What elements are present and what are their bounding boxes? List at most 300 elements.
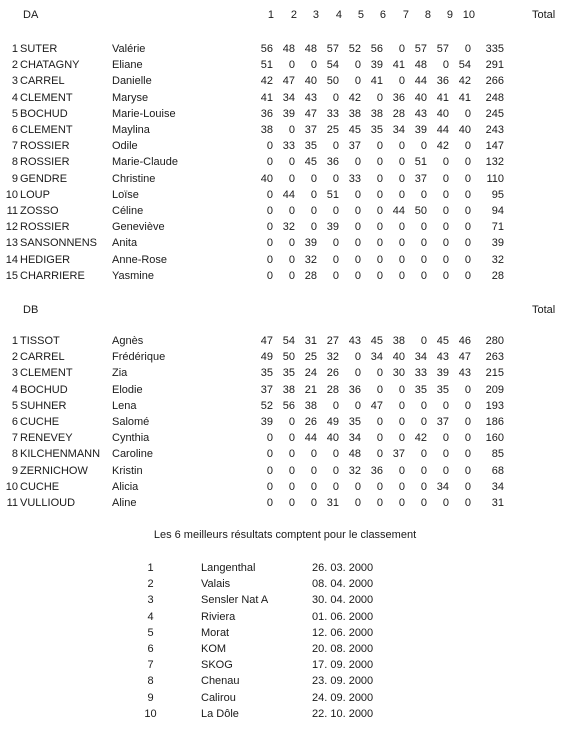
table-row bbox=[0, 430, 504, 446]
score-cell: 0 bbox=[266, 432, 273, 445]
score-cell: 52 bbox=[260, 399, 273, 412]
score-cell: 0 bbox=[288, 156, 295, 169]
total-cell: 209 bbox=[485, 383, 504, 396]
first-name-cell: Céline bbox=[112, 205, 144, 218]
event-name: Langenthal bbox=[201, 562, 256, 574]
score-cell: 0 bbox=[354, 269, 361, 282]
event-name: Riviera bbox=[201, 610, 236, 623]
score-cell: 0 bbox=[332, 172, 339, 185]
last-name-cell: BOCHUD bbox=[20, 383, 68, 396]
table-row bbox=[0, 203, 504, 219]
score-cell: 0 bbox=[464, 43, 471, 55]
first-name-cell: Odile bbox=[112, 140, 138, 153]
score-cell: 34 bbox=[348, 432, 361, 445]
score-cell: 0 bbox=[464, 432, 471, 445]
score-cell: 32 bbox=[348, 464, 361, 477]
score-cell: 40 bbox=[458, 124, 471, 137]
score-cell: 41 bbox=[436, 91, 449, 104]
score-cell: 0 bbox=[398, 253, 405, 266]
score-cell: 0 bbox=[398, 75, 405, 88]
score-cell: 50 bbox=[414, 205, 427, 218]
score-cell: 0 bbox=[354, 237, 361, 250]
event-name: Sensler Nat A bbox=[201, 594, 269, 607]
score-cell: 0 bbox=[376, 432, 383, 445]
score-cell: 0 bbox=[354, 221, 361, 234]
first-name-cell: Valérie bbox=[112, 43, 146, 55]
score-cell: 0 bbox=[288, 432, 295, 445]
score-cell: 0 bbox=[376, 253, 383, 266]
score-cell: 0 bbox=[288, 448, 295, 461]
last-name-cell: ZERNICHOW bbox=[20, 464, 88, 477]
score-cell: 0 bbox=[332, 253, 339, 266]
score-cell: 0 bbox=[464, 221, 471, 234]
score-cell: 56 bbox=[370, 43, 383, 55]
score-cell: 35 bbox=[304, 140, 317, 153]
score-cell: 42 bbox=[414, 432, 427, 445]
event-name: Calirou bbox=[201, 691, 236, 704]
score-cell: 45 bbox=[304, 156, 317, 169]
last-name-cell: SUHNER bbox=[20, 399, 67, 412]
score-cell: 0 bbox=[442, 497, 449, 510]
event-number: 10 bbox=[144, 707, 157, 720]
score-cell: 54 bbox=[326, 59, 339, 72]
score-cell: 27 bbox=[326, 335, 339, 347]
rank-cell: 9 bbox=[11, 172, 18, 185]
score-cell: 0 bbox=[266, 188, 273, 201]
score-cell: 35 bbox=[370, 124, 383, 137]
score-cell: 33 bbox=[414, 367, 427, 380]
total-header-db: Total bbox=[532, 304, 556, 316]
first-name-cell: Marie-Louise bbox=[112, 107, 176, 120]
total-cell: 34 bbox=[491, 480, 504, 493]
score-cell: 0 bbox=[288, 480, 295, 493]
last-name-cell: GENDRE bbox=[20, 172, 68, 185]
table-row bbox=[0, 365, 504, 381]
score-cell: 0 bbox=[332, 140, 339, 153]
score-cell: 37 bbox=[304, 124, 317, 137]
score-cell: 0 bbox=[398, 432, 405, 445]
score-cell: 40 bbox=[436, 107, 449, 120]
score-cell: 44 bbox=[392, 205, 405, 218]
score-cell: 0 bbox=[398, 172, 405, 185]
score-cell: 0 bbox=[354, 253, 361, 266]
score-cell: 0 bbox=[420, 237, 427, 250]
score-cell: 0 bbox=[398, 497, 405, 510]
rank-cell: 7 bbox=[11, 432, 18, 445]
rank-cell: 14 bbox=[5, 253, 18, 266]
score-cell: 35 bbox=[260, 367, 273, 380]
total-cell: 39 bbox=[491, 237, 504, 250]
first-name-cell: Marie-Claude bbox=[112, 156, 179, 169]
event-date: 22. 10. 2000 bbox=[312, 707, 374, 720]
score-cell: 41 bbox=[458, 91, 471, 104]
score-header-6: 6 bbox=[379, 9, 386, 21]
score-cell: 48 bbox=[304, 43, 317, 55]
table-row bbox=[0, 495, 504, 511]
table-row bbox=[0, 446, 504, 462]
score-cell: 0 bbox=[464, 237, 471, 250]
rank-cell: 9 bbox=[11, 464, 18, 477]
score-cell: 43 bbox=[348, 335, 361, 347]
table-row bbox=[0, 479, 504, 495]
event-date: 20. 08. 2000 bbox=[312, 643, 374, 656]
score-cell: 48 bbox=[414, 59, 427, 72]
score-cell: 0 bbox=[442, 59, 449, 72]
score-cell: 42 bbox=[458, 75, 471, 88]
total-cell: 85 bbox=[491, 448, 504, 461]
event-row bbox=[140, 690, 412, 706]
event-name: Chenau bbox=[201, 675, 240, 688]
score-cell: 43 bbox=[458, 367, 471, 380]
score-cell: 45 bbox=[348, 124, 361, 137]
score-cell: 0 bbox=[376, 448, 383, 461]
score-cell: 33 bbox=[282, 140, 295, 153]
table-row bbox=[0, 398, 504, 414]
last-name-cell: ROSSIER bbox=[20, 140, 70, 153]
score-cell: 39 bbox=[260, 416, 273, 429]
score-cell: 0 bbox=[420, 188, 427, 201]
rank-cell: 5 bbox=[11, 107, 18, 120]
score-cell: 42 bbox=[348, 91, 361, 104]
score-cell: 0 bbox=[464, 383, 471, 396]
total-cell: 291 bbox=[485, 59, 504, 72]
score-cell: 0 bbox=[464, 188, 471, 201]
event-row bbox=[140, 706, 412, 722]
score-header-1: 1 bbox=[267, 9, 274, 21]
score-cell: 39 bbox=[436, 367, 449, 380]
score-cell: 0 bbox=[354, 497, 361, 510]
last-name-cell: CLEMENT bbox=[20, 124, 73, 137]
rank-cell: 12 bbox=[5, 221, 18, 234]
score-cell: 0 bbox=[398, 221, 405, 234]
score-cell: 0 bbox=[376, 383, 383, 396]
score-cell: 0 bbox=[420, 140, 427, 153]
score-cell: 0 bbox=[310, 205, 317, 218]
last-name-cell: CHARRIERE bbox=[20, 269, 85, 282]
score-cell: 0 bbox=[288, 205, 295, 218]
score-cell: 47 bbox=[304, 107, 317, 120]
first-name-cell: Yasmine bbox=[112, 269, 154, 282]
event-date: 23. 09. 2000 bbox=[312, 675, 374, 688]
score-cell: 0 bbox=[376, 416, 383, 429]
score-cell: 40 bbox=[414, 91, 427, 104]
score-cell: 51 bbox=[414, 156, 427, 169]
score-cell: 0 bbox=[464, 416, 471, 429]
event-date: 24. 09. 2000 bbox=[312, 691, 374, 704]
score-cell: 44 bbox=[282, 188, 295, 201]
score-cell: 34 bbox=[392, 124, 405, 137]
score-cell: 0 bbox=[464, 253, 471, 266]
last-name-cell: ROSSIER bbox=[20, 156, 70, 169]
table-row bbox=[0, 90, 504, 106]
score-cell: 0 bbox=[266, 269, 273, 282]
table-row bbox=[0, 154, 504, 170]
score-cell: 0 bbox=[376, 480, 383, 493]
score-cell: 0 bbox=[420, 221, 427, 234]
last-name-cell: KILCHENMANN bbox=[20, 448, 101, 461]
score-cell: 43 bbox=[436, 351, 449, 364]
table-row bbox=[0, 252, 504, 268]
first-name-cell: Aline bbox=[112, 497, 137, 510]
score-cell: 57 bbox=[436, 43, 449, 55]
score-cell: 43 bbox=[414, 107, 427, 120]
score-cell: 0 bbox=[398, 269, 405, 282]
score-cell: 51 bbox=[326, 188, 339, 201]
first-name-cell: Frédérique bbox=[112, 351, 166, 364]
score-cell: 0 bbox=[398, 188, 405, 201]
score-cell: 57 bbox=[414, 43, 427, 55]
first-name-cell: Lena bbox=[112, 399, 137, 412]
score-cell: 21 bbox=[304, 383, 317, 396]
event-row bbox=[140, 560, 412, 576]
score-cell: 0 bbox=[376, 172, 383, 185]
score-cell: 32 bbox=[326, 351, 339, 364]
last-name-cell: VULLIOUD bbox=[20, 497, 76, 510]
event-date: 08. 04. 2000 bbox=[312, 578, 374, 591]
score-cell: 0 bbox=[266, 156, 273, 169]
score-cell: 0 bbox=[310, 59, 317, 72]
rank-cell: 4 bbox=[11, 91, 18, 104]
rank-cell: 2 bbox=[11, 59, 18, 72]
last-name-cell: CLEMENT bbox=[20, 367, 73, 380]
score-cell: 39 bbox=[414, 124, 427, 137]
event-name: La Dôle bbox=[201, 707, 239, 720]
score-cell: 54 bbox=[458, 59, 471, 72]
score-cell: 37 bbox=[436, 416, 449, 429]
total-cell: 193 bbox=[485, 399, 504, 412]
score-cell: 32 bbox=[282, 221, 295, 234]
score-cell: 0 bbox=[442, 269, 449, 282]
score-cell: 48 bbox=[282, 43, 295, 55]
score-cell: 0 bbox=[464, 448, 471, 461]
event-number: 5 bbox=[147, 626, 154, 639]
last-name-cell: HEDIGER bbox=[20, 253, 71, 266]
rank-cell: 11 bbox=[6, 497, 18, 510]
score-cell: 0 bbox=[376, 497, 383, 510]
score-cell: 39 bbox=[370, 59, 383, 72]
score-cell: 0 bbox=[332, 237, 339, 250]
last-name-cell: CARREL bbox=[20, 351, 65, 364]
score-cell: 0 bbox=[266, 221, 273, 234]
score-cell: 45 bbox=[370, 335, 383, 347]
score-cell: 36 bbox=[326, 156, 339, 169]
first-name-cell: Kristin bbox=[112, 464, 143, 477]
rank-cell: 6 bbox=[11, 124, 18, 137]
score-cell: 0 bbox=[288, 124, 295, 137]
first-name-cell: Zia bbox=[112, 367, 128, 380]
event-row bbox=[140, 657, 412, 673]
score-cell: 0 bbox=[288, 464, 295, 477]
score-cell: 0 bbox=[332, 205, 339, 218]
score-header-7: 7 bbox=[402, 9, 409, 21]
rank-cell: 7 bbox=[11, 140, 18, 153]
event-number: 6 bbox=[147, 643, 154, 656]
first-name-cell: Danielle bbox=[112, 75, 152, 88]
score-cell: 0 bbox=[464, 172, 471, 185]
event-number: 8 bbox=[147, 675, 154, 688]
table-row bbox=[0, 171, 504, 187]
score-cell: 49 bbox=[260, 351, 273, 364]
table-row bbox=[0, 414, 504, 430]
first-name-cell: Salomé bbox=[112, 416, 150, 429]
table-row bbox=[0, 122, 504, 138]
score-cell: 0 bbox=[442, 221, 449, 234]
last-name-cell: CUCHE bbox=[20, 480, 60, 493]
first-name-cell: Agnès bbox=[112, 335, 144, 347]
score-cell: 31 bbox=[326, 497, 339, 510]
first-name-cell: Alicia bbox=[112, 480, 139, 493]
score-cell: 0 bbox=[442, 172, 449, 185]
score-cell: 0 bbox=[332, 91, 339, 104]
rank-cell: 1 bbox=[11, 335, 18, 347]
score-cell: 0 bbox=[442, 156, 449, 169]
total-cell: 95 bbox=[491, 188, 504, 201]
score-cell: 44 bbox=[304, 432, 317, 445]
score-cell: 0 bbox=[376, 156, 383, 169]
last-name-cell: BOCHUD bbox=[20, 107, 68, 120]
score-cell: 0 bbox=[310, 448, 317, 461]
score-cell: 26 bbox=[326, 367, 339, 380]
event-date: 12. 06. 2000 bbox=[312, 626, 374, 639]
score-cell: 38 bbox=[260, 124, 273, 137]
score-cell: 0 bbox=[310, 497, 317, 510]
score-cell: 0 bbox=[288, 416, 295, 429]
score-cell: 0 bbox=[376, 205, 383, 218]
score-cell: 0 bbox=[354, 399, 361, 412]
table-row bbox=[0, 463, 504, 479]
score-cell: 0 bbox=[354, 156, 361, 169]
score-cell: 38 bbox=[348, 107, 361, 120]
first-name-cell: Caroline bbox=[112, 448, 153, 461]
first-name-cell: Geneviève bbox=[112, 221, 165, 234]
event-date: 17. 09. 2000 bbox=[312, 659, 374, 672]
score-cell: 51 bbox=[260, 59, 273, 72]
event-date: 30. 04. 2000 bbox=[312, 594, 374, 607]
score-cell: 43 bbox=[304, 91, 317, 104]
rank-cell: 2 bbox=[11, 351, 18, 364]
score-cell: 0 bbox=[442, 205, 449, 218]
first-name-cell: Eliane bbox=[112, 59, 143, 72]
event-name: SKOG bbox=[201, 659, 233, 672]
rank-cell: 11 bbox=[6, 205, 18, 218]
score-cell: 30 bbox=[392, 367, 405, 380]
score-cell: 36 bbox=[370, 464, 383, 477]
score-cell: 26 bbox=[304, 416, 317, 429]
score-cell: 0 bbox=[354, 75, 361, 88]
score-cell: 0 bbox=[354, 480, 361, 493]
event-number: 4 bbox=[147, 610, 154, 623]
score-cell: 36 bbox=[436, 75, 449, 88]
score-cell: 0 bbox=[354, 188, 361, 201]
score-cell: 0 bbox=[310, 480, 317, 493]
score-cell: 41 bbox=[370, 75, 383, 88]
rank-cell: 3 bbox=[11, 75, 18, 88]
score-cell: 34 bbox=[370, 351, 383, 364]
score-cell: 0 bbox=[332, 480, 339, 493]
score-cell: 0 bbox=[420, 416, 427, 429]
event-row bbox=[140, 625, 412, 641]
score-cell: 0 bbox=[442, 448, 449, 461]
first-name-cell: Anita bbox=[112, 237, 138, 250]
score-cell: 0 bbox=[464, 480, 471, 493]
table-row bbox=[0, 382, 504, 398]
score-cell: 28 bbox=[304, 269, 317, 282]
score-cell: 25 bbox=[326, 124, 339, 137]
score-cell: 49 bbox=[326, 416, 339, 429]
score-cell: 38 bbox=[370, 107, 383, 120]
score-cell: 46 bbox=[458, 335, 471, 347]
score-cell: 50 bbox=[326, 75, 339, 88]
first-name-cell: Elodie bbox=[112, 383, 143, 396]
ranking-note: Les 6 meilleurs résultats comptent pour le classement bbox=[153, 529, 417, 541]
score-cell: 34 bbox=[282, 91, 295, 104]
score-cell: 0 bbox=[398, 416, 405, 429]
total-cell: 248 bbox=[485, 91, 504, 104]
score-cell: 35 bbox=[414, 383, 427, 396]
last-name-cell: RENEVEY bbox=[20, 432, 73, 445]
score-cell: 34 bbox=[414, 351, 427, 364]
last-name-cell: CLEMENT bbox=[20, 91, 73, 104]
score-cell: 0 bbox=[442, 432, 449, 445]
rank-cell: 13 bbox=[5, 237, 18, 250]
rank-cell: 1 bbox=[11, 43, 18, 55]
score-cell: 37 bbox=[414, 172, 427, 185]
score-cell: 56 bbox=[260, 43, 273, 55]
score-cell: 0 bbox=[376, 140, 383, 153]
score-cell: 41 bbox=[260, 91, 273, 104]
score-cell: 0 bbox=[464, 399, 471, 412]
score-cell: 56 bbox=[282, 399, 295, 412]
total-cell: 147 bbox=[485, 140, 504, 153]
total-cell: 280 bbox=[485, 335, 504, 347]
total-cell: 215 bbox=[485, 367, 504, 380]
score-cell: 42 bbox=[260, 75, 273, 88]
rank-cell: 6 bbox=[11, 416, 18, 429]
table-row bbox=[0, 41, 504, 57]
score-cell: 38 bbox=[392, 335, 405, 347]
rank-cell: 10 bbox=[5, 480, 18, 493]
rank-cell: 5 bbox=[11, 399, 18, 412]
score-cell: 52 bbox=[348, 43, 361, 55]
last-name-cell: CUCHE bbox=[20, 416, 60, 429]
results-table-db bbox=[0, 333, 504, 511]
score-cell: 40 bbox=[260, 172, 273, 185]
first-name-cell: Christine bbox=[112, 172, 156, 185]
score-cell: 0 bbox=[376, 367, 383, 380]
score-cell: 0 bbox=[354, 351, 361, 364]
rank-cell: 3 bbox=[11, 367, 18, 380]
score-cell: 25 bbox=[304, 351, 317, 364]
event-row bbox=[140, 641, 412, 657]
last-name-cell: SANSONNENS bbox=[20, 237, 98, 250]
score-cell: 0 bbox=[288, 59, 295, 72]
rank-cell: 8 bbox=[11, 156, 18, 169]
score-cell: 0 bbox=[266, 237, 273, 250]
score-cell: 0 bbox=[354, 205, 361, 218]
table-row bbox=[0, 235, 504, 251]
total-cell: 28 bbox=[491, 269, 504, 282]
total-cell: 160 bbox=[485, 432, 504, 445]
score-cell: 47 bbox=[260, 335, 273, 347]
first-name-cell: Loïse bbox=[112, 188, 139, 201]
category-title-da: DA bbox=[23, 9, 39, 21]
score-cell: 0 bbox=[288, 237, 295, 250]
score-cell: 0 bbox=[332, 464, 339, 477]
score-cell: 0 bbox=[376, 269, 383, 282]
table-row bbox=[0, 187, 504, 203]
event-number: 7 bbox=[147, 659, 154, 672]
score-cell: 0 bbox=[420, 448, 427, 461]
